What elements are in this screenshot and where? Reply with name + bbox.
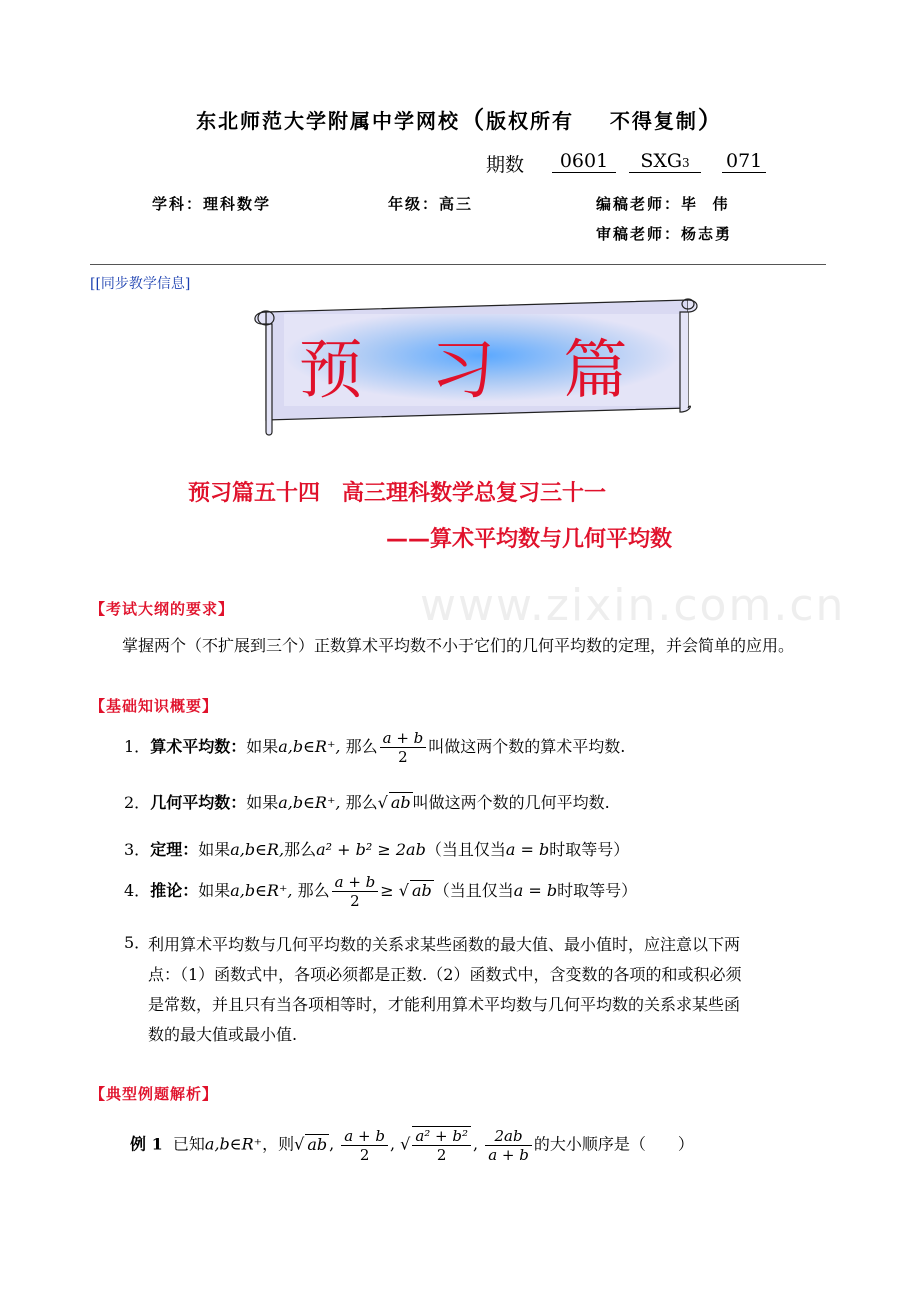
editor-info: 编稿老师：毕 伟 [596, 195, 730, 213]
reviewer-info: 审稿老师：杨志勇 [596, 225, 733, 243]
issue-number-3: 071 [722, 150, 766, 173]
issue-label: 期数 [486, 154, 525, 176]
lesson-subtitle: ——算术平均数与几何平均数 [386, 527, 673, 552]
issue-number-2: SXG3 [629, 150, 701, 173]
banner-text: 预 习 篇 [298, 334, 652, 408]
knowledge-item-4: 4．推论：如果a,b∈R⁺, 那么 $\frac{a + b}{2}$ ≥ √ ab （当且仅当a = b时取等号） [124, 873, 638, 910]
school-name: 东北师范大学附属中学网校 [196, 109, 461, 133]
section-typical-examples: 【典型例题解析】 [90, 1085, 219, 1103]
grade-info: 年级：高三 [388, 195, 474, 213]
knowledge-item-3: 3．定理：如果a,b∈R,那么a² + b² ≥ 2ab（当且仅当a = b时取等号） [124, 840, 630, 859]
section-exam-requirements: 【考试大纲的要求】 [90, 600, 235, 618]
example-1: 例 1 已知a,b∈R⁺，则√ ab , $\frac{a + b}{2}$ , √ $\frac{\text{a² + b²}}{2}$ , $\frac{2ab}{a + b}$ 的大小顺序是（ ） [130, 1126, 694, 1164]
page-header-title: 东北师范大学附属中学网校（版权所有 不得复制） [196, 106, 724, 134]
knowledge-item-2: 2．几何平均数：如果a,b∈R⁺, 那么√ ab 叫做这两个数的几何平均数. [124, 793, 610, 812]
preview-banner [248, 294, 702, 438]
knowledge-item-5-number: 5． [124, 933, 151, 952]
lesson-title: 预习篇五十四 高三理科数学总复习三十一 [188, 481, 607, 506]
exam-requirements-text: 掌握两个（不扩展到三个）正数算术平均数不小于它们的几何平均数的定理，并会简单的应用。 [122, 636, 795, 655]
issue-number-1: 0601 [552, 150, 616, 173]
section-basic-knowledge: 【基础知识概要】 [90, 697, 219, 715]
knowledge-item-1: 1．算术平均数：如果a,b∈R⁺, 那么 $\frac{a + b}{2}$ 叫做这两个数的算术平均数. [124, 729, 626, 766]
scroll-left-roll [255, 312, 272, 435]
subject-info: 学科：理科数学 [152, 195, 272, 213]
sync-info-link[interactable]: [[同步教学信息] [90, 276, 191, 292]
watermark: www.zixin.com.cn [420, 580, 846, 631]
copyright-note: 版权所有 不得复制 [486, 109, 698, 133]
knowledge-item-5: 利用算术平均数与几何平均数的关系求某些函数的最大值、最小值时，应注意以下两 点：（1）函数式中，各项必须都是正数.（2）函数式中，含变数的各项的和或积必须 是常数，并且只有当各项相等时，才能利用算术平均数与几何平均数的关系求某些函 数的最大值或最小值. [148, 935, 742, 1044]
header-divider [90, 264, 826, 265]
